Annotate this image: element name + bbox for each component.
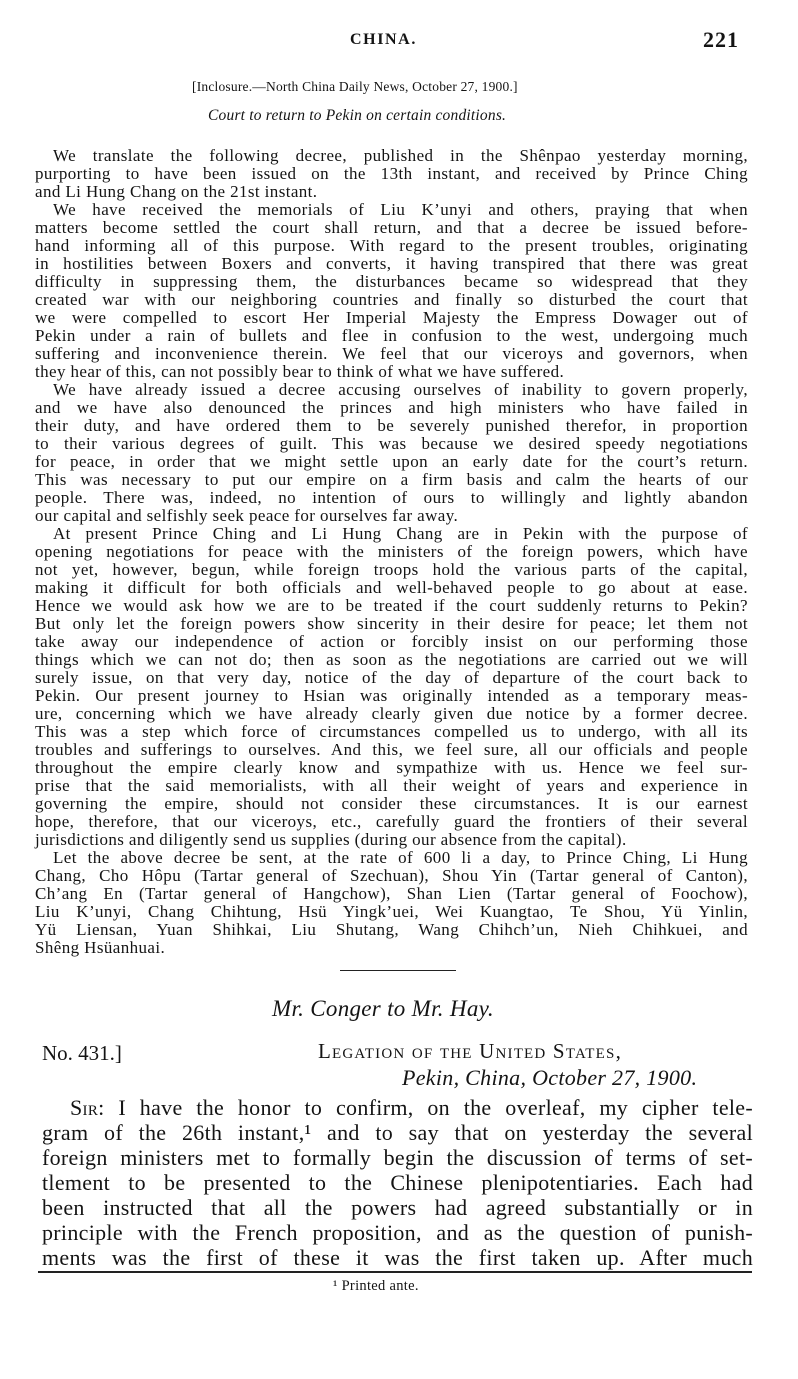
letter-legation: Legation of the United States, bbox=[318, 1039, 623, 1063]
decree-body bbox=[35, 147, 748, 957]
letter-body bbox=[42, 1095, 753, 1270]
decree-line: Pekin under a rain of bullets and flee in confusion to the west, undergoing much bbox=[35, 326, 748, 345]
decree-paragraph bbox=[35, 381, 748, 525]
decree-line: Chang, Cho Hôpu (Tartar general of Szechuan), Shou Yin (Tartar general of Canton), bbox=[35, 866, 748, 885]
decree-line: we were compelled to escort Her Imperial Majesty the Empress Dowager out of bbox=[35, 308, 748, 327]
decree-line: opening negotiations for peace with the ministers of the foreign powers, which have bbox=[35, 542, 748, 561]
letter-line-text: I have the honor to confirm, on the overleaf, my cipher tele- bbox=[104, 1095, 753, 1120]
letter-line bbox=[42, 1095, 753, 1120]
letter-line: tlement to be presented to the Chinese plenipotentiaries. Each had bbox=[42, 1170, 753, 1195]
decree-line: But only let the foreign powers show sincerity in their desire for peace; let them not bbox=[35, 614, 748, 633]
decree-line: people. There was, indeed, no intention of ours to willingly and lightly abandon bbox=[35, 488, 748, 507]
inclosure-headline: Court to return to Pekin on certain conditions. bbox=[208, 107, 507, 124]
decree-line: their duty, and have ordered them to be severely punished therefor, in proportion bbox=[35, 416, 748, 435]
decree-line: hand informing all of this purpose. With regard to the present troubles, originating bbox=[35, 236, 748, 255]
decree-line: At present Prince Ching and Li Hung Chang are in Pekin with the purpose of bbox=[53, 524, 748, 543]
inclosure-source: [Inclosure.—North China Daily News, October 27, 1900.] bbox=[192, 79, 518, 94]
letter-number: No. 431.] bbox=[42, 1041, 122, 1065]
letter-line: foreign ministers met to formally begin the discussion of terms of set- bbox=[42, 1145, 753, 1170]
decree-line: We have received the memorials of Liu K’unyi and others, praying that when bbox=[53, 200, 748, 219]
decree-paragraph bbox=[35, 849, 748, 957]
decree-line: they hear of this, can not possibly bear to think of what we have suffered. bbox=[35, 362, 565, 381]
decree-line: prise that the said memorialists, with all their weight of years and experience in bbox=[35, 776, 748, 795]
decree-line: things which we can not do; then as soon as the negotiations are carried out we will bbox=[35, 650, 748, 669]
decree-line: difficulty in suppressing them, the disturbances became so widespread that they bbox=[35, 272, 748, 291]
decree-line: not yet, however, begun, while foreign troops hold the various parts of the capital, bbox=[35, 560, 748, 579]
letter-line: gram of the 26th instant,¹ and to say that on yesterday the several bbox=[42, 1120, 753, 1145]
decree-line: purporting to have been issued on the 13th instant, and received by Prince Ching bbox=[35, 164, 748, 183]
decree-line: our capital and selfishly seek peace for ourselves far away. bbox=[35, 506, 459, 525]
decree-line: troubles and sufferings to ourselves. And this, we feel sure, all our officials and people bbox=[35, 740, 748, 759]
running-title: CHINA. bbox=[350, 31, 417, 48]
decree-paragraph bbox=[35, 201, 748, 381]
decree-paragraph bbox=[35, 525, 748, 849]
decree-line: Ch’ang En (Tartar general of Hangchow), Shan Lien (Tartar general of Foochow), bbox=[35, 884, 748, 903]
decree-line: in hostilities between Boxers and converts, it having transpired that there was great bbox=[35, 254, 748, 273]
page-number: 221 bbox=[703, 27, 739, 52]
decree-line: Let the above decree be sent, at the rate of 600 li a day, to Prince Ching, Li Hung bbox=[53, 848, 748, 867]
decree-line: created war with our neighboring countries and finally so disturbed the court that bbox=[35, 290, 748, 309]
footnote: ¹ Printed ante. bbox=[333, 1278, 419, 1294]
decree-line: ure, concerning which we have already clearly given due notice by a former decree. bbox=[35, 704, 748, 723]
letter-line: been instructed that all the powers had agreed substantially or in bbox=[42, 1195, 753, 1220]
letter-salutation: Sir: bbox=[70, 1095, 105, 1120]
decree-line: Hence we would ask how we are to be treated if the court suddenly returns to Pekin? bbox=[35, 596, 748, 615]
letter-title: Mr. Conger to Mr. Hay. bbox=[272, 996, 494, 1021]
decree-line: and Li Hung Chang on the 21st instant. bbox=[35, 182, 318, 201]
decree-line: This was a step which force of circumstances compelled us to undergo, with all its bbox=[35, 722, 748, 741]
footnote-divider bbox=[38, 1271, 752, 1273]
decree-line: suffering and inconvenience therein. We feel that our viceroys and governors, when bbox=[35, 344, 748, 363]
decree-line: jurisdictions and diligently send us supplies (during our absence from the capital). bbox=[35, 830, 627, 849]
decree-line: surely issue, on that very day, notice of the day of departure of the court back to bbox=[35, 668, 748, 687]
letter-line: principle with the French proposition, and as the question of punish- bbox=[42, 1220, 753, 1245]
letter-place-date: Pekin, China, October 27, 1900. bbox=[402, 1065, 698, 1090]
decree-line: take away our independence of action or forcibly insist on our performing those bbox=[35, 632, 748, 651]
decree-line: and we have also denounced the princes and high ministers who have failed in bbox=[35, 398, 748, 417]
decree-line: to their various degrees of guilt. This was because we desired speedy negotiations bbox=[35, 434, 748, 453]
decree-line: Shêng Hsüanhuai. bbox=[35, 938, 166, 957]
decree-paragraph bbox=[35, 147, 748, 201]
decree-line: We translate the following decree, published in the Shênpao yesterday morning, bbox=[53, 146, 748, 165]
decree-line: We have already issued a decree accusing ourselves of inability to govern properly, bbox=[53, 380, 748, 399]
decree-line: This was necessary to put our empire on a firm basis and calm the hearts of our bbox=[35, 470, 748, 489]
decree-line: matters become settled the court shall return, and that a decree be issued before- bbox=[35, 218, 748, 237]
decree-line: Liu K’unyi, Chang Chihtung, Hsü Yingk’uei, Wei Kuangtao, Te Shou, Yü Yinlin, bbox=[35, 902, 748, 921]
decree-line: for peace, in order that we might settle upon an early date for the court’s return. bbox=[35, 452, 748, 471]
decree-line: throughout the empire clearly know and sympathize with us. Hence we feel sur- bbox=[35, 758, 748, 777]
decree-line: hope, therefore, that our viceroys, etc., carefully guard the frontiers of their several bbox=[35, 812, 748, 831]
decree-line: Pekin. Our present journey to Hsian was originally intended as a temporary meas- bbox=[35, 686, 748, 705]
section-divider bbox=[340, 970, 456, 971]
letter-line: ments was the first of these it was the first taken up. After much bbox=[42, 1245, 753, 1270]
decree-line: making it difficult for both officials and well-behaved people to go about at ease. bbox=[35, 578, 748, 597]
decree-line: Yü Liensan, Yuan Shihkai, Liu Shutang, Wang Chihch’un, Nieh Chihkuei, and bbox=[35, 920, 748, 939]
decree-line: governing the empire, should not consider these circumstances. It is our earnest bbox=[35, 794, 748, 813]
